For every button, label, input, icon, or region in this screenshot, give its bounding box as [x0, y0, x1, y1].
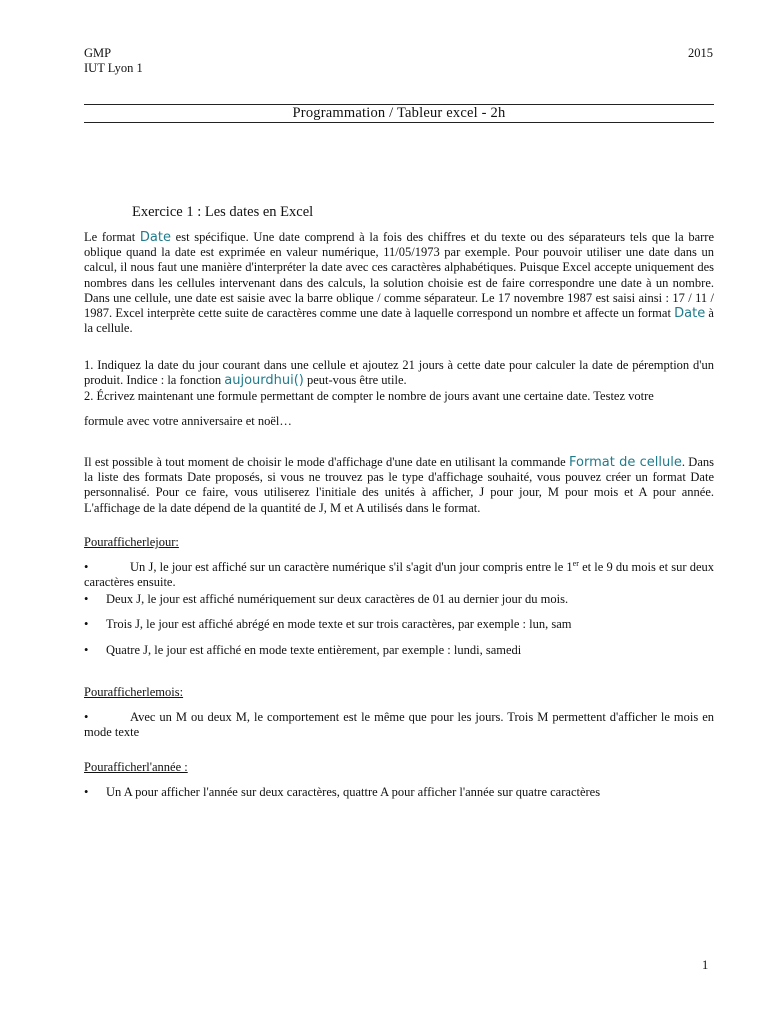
- list-item-text-b: et le 9 du mois et sur deux caractères ensuite.: [84, 560, 714, 590]
- superscript-er: er: [572, 558, 579, 568]
- question-2-continued: formule avec votre anniversaire et noël…: [84, 414, 292, 428]
- list-item: [84, 785, 714, 800]
- formats-text-a: Il est possible à tout moment de choisir le mode d'affichage d'une date en utilisant la commande: [84, 455, 570, 469]
- keyword-date: Date: [139, 230, 171, 245]
- exercise-title: Exercice 1 : Les dates en Excel: [132, 204, 314, 220]
- bullet-icon: •: [84, 710, 89, 724]
- formats-paragraph: [84, 455, 714, 516]
- list-item-text-a: Un J, le jour est affiché sur un caractère numérique s'il s'agit d'un jour compris entre le 1: [130, 560, 573, 574]
- intro-text-a: Le format: [84, 230, 140, 244]
- keyword-date-2: Date: [674, 306, 706, 322]
- title-rule-bottom: [84, 122, 714, 123]
- section-title-jour: Pourafficherlejour:: [84, 535, 179, 549]
- header-left: [84, 46, 143, 76]
- list-item-text: [84, 560, 714, 590]
- intro-text-b: est spécifique. Une date comprend à la fois des chiffres et du texte ou des séparateurs tels que la barre oblique quand la date est exprimée en valeur numérique, 11/05/1973 par exemple. Pour pouvoir utiliser une date dans un calcul, il nous faut une manière d'interpréter la date avec ces caractères alphabétiques. Puisque Excel accepte uniquement des nombres dans les cellules intervenant dans des calculs, la solution choisie est de faire correspondre une date à un nombre. Dans une cellule, une date est saisie avec la barre oblique / comme séparateur. Le 17 novembre 1987 est saisi ainsi : 17 / 11 / 1987. Excel interprète cette suite de caractères comme une date à laquelle correspond un nombre et affecte un format: [84, 230, 714, 321]
- bullet-icon: •: [84, 592, 89, 606]
- question-2: 2. Écrivez maintenant une formule permettant de compter le nombre de jours avant une certaine date. Testez votre: [84, 389, 654, 403]
- list-item-text: Deux J, le jour est affiché numériquement sur deux caractères de 01 au dernier jour du mois.: [106, 592, 569, 606]
- list-item: [84, 592, 714, 607]
- bullet-icon: •: [84, 560, 89, 574]
- page-number: 1: [702, 958, 709, 972]
- keyword-format-de-cellule: Format de cellule: [569, 455, 682, 470]
- list-item-text: Un A pour afficher l'année sur deux caractères, quattre A pour afficher l'année sur quatre caractères: [106, 785, 601, 799]
- list-item: [84, 560, 714, 590]
- keyword-aujourdhui: aujourdhui(): [224, 373, 304, 389]
- question-1: [84, 358, 714, 388]
- section-title-annee: Pourafficherl'année :: [84, 760, 188, 774]
- header-institution: IUT Lyon 1: [84, 61, 143, 75]
- document-title: Programmation / Tableur excel - 2h: [292, 105, 506, 121]
- intro-paragraph: [84, 230, 714, 336]
- list-item: [84, 710, 714, 740]
- formats-text-b: . Dans la liste des formats Date proposés, si vous ne trouvez pas le type d'affichage souhaité, vous pouvez créer un format Date personnalisé. Pour ce faire, vous utiliserez l'initiale des unités à afficher, J pour jour, M pour mois et A pour année. L'affichage de la date dépend de la quantité de J, M et A utilisés dans le format.: [84, 455, 714, 515]
- list-item-text: Avec un M ou deux M, le comportement est le même que pour les jours. Trois M permettent d'afficher le mois en mode texte: [84, 710, 714, 740]
- section-title-mois: Pourafficherlemois:: [84, 685, 184, 699]
- list-item: [84, 643, 714, 658]
- question-1-text-a: 1. Indiquez la date du jour courant dans une cellule et ajoutez 21 jours à cette date pour calculer la date de péremption d'un produit. Indice : la fonction: [84, 358, 714, 388]
- list-item-text: Trois J, le jour est affiché abrégé en mode texte et sur trois caractères, par exemple : lun, sam: [106, 617, 572, 631]
- question-1-text-b: peut-vous être utile.: [303, 373, 407, 388]
- bullet-icon: •: [84, 643, 89, 657]
- list-item: [84, 617, 714, 632]
- bullet-icon: •: [84, 617, 89, 631]
- bullet-icon: •: [84, 785, 89, 799]
- header-year: 2015: [688, 46, 713, 60]
- intro-text-c: à la cellule.: [84, 306, 714, 336]
- list-item-text: Quatre J, le jour est affiché en mode texte entièrement, par exemple : lundi, samedi: [106, 643, 522, 657]
- header-department: GMP: [84, 46, 112, 60]
